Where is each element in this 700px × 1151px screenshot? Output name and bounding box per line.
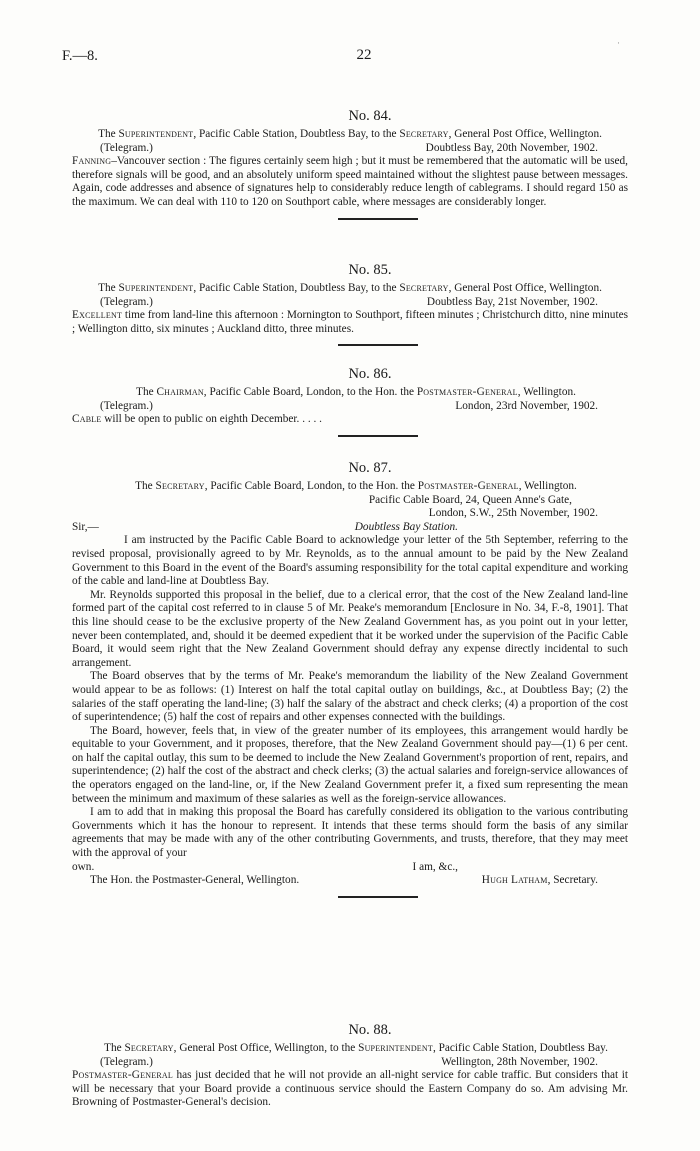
message-body: Fanning–Vancouver section : The figures certainly seem high ; but it must be remembered that the automatic will be used, therefore signals will be good, and an absolutely uniform speed maintained without the slightest pause between messages. Again, code addresses and absence of signatures help to considerably reduce length of cablegrams. I should regard 150 as the maximum. We can deal with 110 to 120 on Southport cable, where messages are considerably longer. bbox=[72, 155, 628, 208]
place-date: London, 23rd November, 1902. bbox=[455, 399, 598, 412]
section-number: No. 84. bbox=[348, 108, 392, 124]
salutation-line bbox=[72, 521, 628, 535]
sender-address-date: London, S.W., 25th November, 1902. bbox=[428, 507, 598, 520]
section-route: The Superintendent, Pacific Cable Station, Doubtless Bay, to the Secretary, General Post Office, Wellington. bbox=[98, 128, 602, 140]
closing: I am, &c., bbox=[412, 860, 458, 873]
section-no-86 bbox=[72, 366, 628, 437]
section-route: The Superintendent, Pacific Cable Station, Doubtless Bay, to the Secretary, General Post Office, Wellington. bbox=[98, 282, 602, 294]
section-route: The Secretary, Pacific Cable Board, London, to the Hon. the Postmaster-General, Wellington. bbox=[135, 480, 577, 492]
section-route: The Secretary, General Post Office, Wellington, to the Superintendent, Pacific Cable Station, Doubtless Bay. bbox=[104, 1042, 608, 1054]
section-no-85 bbox=[72, 262, 628, 346]
section-divider bbox=[338, 896, 418, 898]
section-number: No. 87. bbox=[348, 460, 392, 476]
closing-line bbox=[72, 861, 628, 875]
section-number: No. 88. bbox=[348, 1022, 392, 1038]
place-date: Doubtless Bay, 20th November, 1902. bbox=[425, 141, 598, 154]
letter-paragraph-end: own. bbox=[72, 860, 95, 873]
telegram-line bbox=[72, 142, 628, 156]
page-number: 22 bbox=[356, 47, 372, 63]
section-no-84 bbox=[72, 108, 628, 220]
sender-address: Pacific Cable Board, 24, Queen Anne's Gate, bbox=[368, 493, 572, 506]
letter-paragraph: The Board, however, feels that, in view of the greater number of its employees, this arrangement would hardly be equitable to your Government, and it proposes, therefore, that the New Zealand Government should pay—(1) 6 per cent. on half the capital outlay, this sum to be deemed to include the New Zealand Government's proportion of rent, repairs, and superintendence; (2) half the cost of the abstract and check clerks; (3) the actual salaries and foreign-service allowances of the operators engaged on the land-line, or, if the New Zealand Government prefer it, a fixed sum representing the mean between the minimum and maximum of these salaries as well as the foreign-service allowances. bbox=[72, 724, 628, 805]
message-type: (Telegram.) bbox=[100, 1055, 153, 1068]
place-date: Wellington, 28th November, 1902. bbox=[441, 1055, 598, 1068]
section-divider bbox=[338, 344, 418, 346]
message-type: (Telegram.) bbox=[100, 141, 153, 154]
section-number: No. 85. bbox=[348, 262, 392, 278]
signature: Hugh Latham, Secretary. bbox=[481, 874, 598, 887]
signature-line bbox=[72, 874, 628, 888]
section-number: No. 86. bbox=[348, 366, 392, 382]
addressee: The Hon. the Postmaster-General, Wellington. bbox=[90, 874, 300, 887]
message-body: Cable will be open to public on eighth December. . . . . bbox=[72, 413, 322, 426]
section-no-87 bbox=[72, 460, 628, 898]
section-divider bbox=[338, 218, 418, 220]
section-divider bbox=[338, 435, 418, 437]
document-reference: F.—8. bbox=[62, 48, 98, 64]
telegram-line bbox=[72, 400, 628, 414]
message-body: Excellent time from land-line this afternoon : Mornington to Southport, fifteen minutes ; Christchurch ditto, nine minutes ; Wellington ditto, six minutes ; Auckland ditto, three minutes. bbox=[72, 309, 628, 335]
letter-paragraph: The Board observes that by the terms of Mr. Peake's memorandum the liability of the New Zealand Government would appear to be as follows: (1) Interest on half the total capital outlay on buildings, &c., at Doubtless Bay; (2) the salaries of the staff operating the land-line; (3) half the salary of the abstract and check clerks; (4) a proportion of the cost of superintendence; (5) half the cost of repairs and other expenses connected with the buildings. bbox=[72, 670, 628, 724]
letter-paragraph: I am instructed by the Pacific Cable Board to acknowledge your letter of the 5th September, referring to the revised proposal, provisionally agreed to by Mr. Reynolds, as to the annual amount to be paid by the New Zealand Government to this Board in the event of the Board's assuming responsibility for the total capital expenditure and working of the cable and land-line at Doubtless Bay. bbox=[72, 534, 628, 588]
section-route: The Chairman, Pacific Cable Board, London, to the Hon. the Postmaster-General, Wellington. bbox=[136, 386, 576, 398]
telegram-line bbox=[72, 1056, 628, 1070]
message-type: (Telegram.) bbox=[100, 295, 153, 308]
section-no-88 bbox=[72, 1022, 628, 1110]
telegram-line bbox=[72, 296, 628, 310]
message-body: Postmaster-General has just decided that he will not provide an all-night service for cable traffic. But considers that it will be necessary that your Board provide a continuous service should the Eastern Company do so. Am advising Mr. Browning of Postmaster-General's decision. bbox=[72, 1069, 628, 1109]
message-type: (Telegram.) bbox=[100, 399, 153, 412]
margin-mark: · bbox=[617, 38, 620, 48]
letter-paragraph: Mr. Reynolds supported this proposal in the belief, due to a clerical error, that the cost of the New Zealand land-line formed part of the capital cost referred to in clause 5 of Mr. Peake's memorandum [Enclosure in No. 34, F.-8, 1901]. That this line should cease to be the exclusive property of the New Zealand Government has, as you point out in your letter, never been contemplated, and, should it be deemed expedient that it be worked under the supervision of the Pacific Cable Board, it would seem right that the New Zealand Government should defray any expense directly incidental to such arrangement. bbox=[72, 588, 628, 669]
letter-subject: Doubtless Bay Station. bbox=[354, 520, 458, 533]
salutation: Sir,— bbox=[72, 520, 99, 533]
letter-paragraph: I am to add that in making this proposal the Board has carefully considered its obligation to the various contributing Governments which it has the honour to represent. It intends that these terms should form the basis of any similar agreements that may be made with any of the other contributing Governments, and trusts, therefore, that they may meet with the approval of your bbox=[72, 806, 628, 860]
place-date: Doubtless Bay, 21st November, 1902. bbox=[426, 295, 598, 308]
